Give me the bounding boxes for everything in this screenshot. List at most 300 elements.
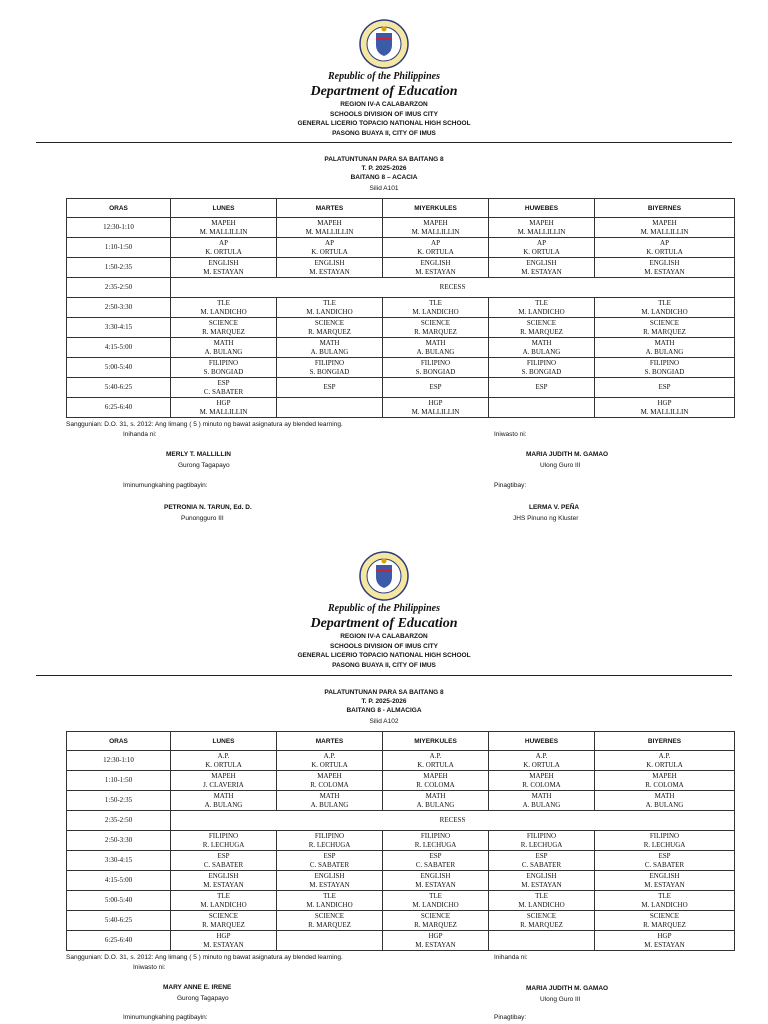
subject-cell xyxy=(277,398,383,418)
subject-name: ENGLISH xyxy=(208,259,239,267)
teacher-name: M. ESTAYAN xyxy=(415,267,456,276)
teacher-name: S. BONGIAD xyxy=(309,367,350,376)
table-row xyxy=(67,218,735,238)
subject-name: ENGLISH xyxy=(526,259,557,267)
subject-cell xyxy=(595,298,735,318)
teacher-name: A. BULANG xyxy=(204,347,243,356)
approved-label: Pinagtibay: xyxy=(494,482,527,489)
subject-name: ENGLISH xyxy=(420,872,451,880)
subject-cell xyxy=(171,871,277,891)
teacher-name: C. SABATER xyxy=(203,387,244,396)
time-cell: 12:30-1:10 xyxy=(67,218,171,238)
teacher-name: M. ESTAYAN xyxy=(203,880,244,889)
subject-cell xyxy=(171,238,277,258)
reviewed-by-label: Iniwasto ni: xyxy=(494,431,527,438)
school-address-label: PASONG BUAYA II, CITY OF IMUS xyxy=(332,661,436,669)
subject-cell xyxy=(171,378,277,398)
school-label: GENERAL LICERIO TOPACIO NATIONAL HIGH SCHOOL xyxy=(297,120,471,127)
teacher-name: M. LANDICHO xyxy=(641,900,688,909)
teacher-name: S. BONGIAD xyxy=(203,367,244,376)
teacher-name: M. LANDICHO xyxy=(641,307,688,316)
subject-cell xyxy=(595,318,735,338)
teacher-name: R. LECHUGA xyxy=(643,840,686,849)
teacher-name: R. COLOMA xyxy=(416,780,455,789)
subject-cell xyxy=(277,358,383,378)
teacher-name: K. ORTULA xyxy=(646,760,683,769)
table-row xyxy=(67,378,735,398)
teacher-name: M. MALLILLIN xyxy=(640,407,689,416)
subject-name: SCIENCE xyxy=(208,319,239,327)
subject-cell xyxy=(489,398,595,418)
subject-name: FILIPINO xyxy=(526,359,557,367)
subject-name: ESP xyxy=(429,852,442,860)
subject-cell xyxy=(489,851,595,871)
deped-seal-icon xyxy=(359,19,409,69)
subject-cell xyxy=(171,218,277,238)
reviewed-by-title: Ulong Guro III xyxy=(540,462,581,469)
room-label: Silid A101 xyxy=(369,185,399,192)
prepared-by-name: MERLY T. MALLILLIN xyxy=(166,451,231,458)
address-block xyxy=(0,100,768,138)
subject-cell xyxy=(277,238,383,258)
time-cell: 4:15-5:00 xyxy=(67,871,171,891)
subject-name: FILIPINO xyxy=(649,832,680,840)
teacher-name: A. BULANG xyxy=(522,800,561,809)
time-cell: 2:35-2:50 xyxy=(67,811,171,831)
subject-cell xyxy=(489,218,595,238)
time-cell: 2:50-3:30 xyxy=(67,298,171,318)
subject-name: ENGLISH xyxy=(420,259,451,267)
subject-name: MAPEH xyxy=(529,219,554,227)
subject-cell xyxy=(277,831,383,851)
subject-cell xyxy=(171,338,277,358)
teacher-name: S. BONGIAD xyxy=(644,367,685,376)
subject-cell xyxy=(383,398,489,418)
region-label: REGION IV-A CALABARZON xyxy=(340,633,428,640)
reviewed-by-label: Inihanda ni: xyxy=(494,954,528,961)
teacher-name: A. BULANG xyxy=(310,800,349,809)
subject-cell xyxy=(489,318,595,338)
teacher-name: M. MALLILLIN xyxy=(411,407,460,416)
table-row xyxy=(67,398,735,418)
table-row xyxy=(67,791,735,811)
subject-cell xyxy=(489,298,595,318)
column-header: MIYERKULES xyxy=(383,732,489,751)
subject-cell xyxy=(489,258,595,278)
subject-name: ESP xyxy=(429,383,442,392)
time-cell: 6:25-6:40 xyxy=(67,931,171,951)
teacher-name: M. LANDICHO xyxy=(200,900,247,909)
subject-cell xyxy=(277,338,383,358)
subject-name: ESP xyxy=(535,852,548,860)
subject-name: MATH xyxy=(531,792,552,800)
subject-cell xyxy=(595,871,735,891)
subject-name: MAPEH xyxy=(529,772,554,780)
teacher-name: R. MARQUEZ xyxy=(414,327,457,336)
subject-name: MATH xyxy=(319,339,340,347)
teacher-name: M. LANDICHO xyxy=(306,900,353,909)
column-header: HUWEBES xyxy=(489,732,595,751)
subject-cell xyxy=(171,911,277,931)
school-address-label: PASONG BUAYA II, CITY OF IMUS xyxy=(332,129,436,137)
time-cell: 5:40-6:25 xyxy=(67,378,171,398)
time-cell: 12:30-1:10 xyxy=(67,751,171,771)
subject-cell xyxy=(489,871,595,891)
subject-cell xyxy=(383,218,489,238)
subject-name: MAPEH xyxy=(317,772,342,780)
table-row xyxy=(67,771,735,791)
teacher-name: R. MARQUEZ xyxy=(202,920,245,929)
teacher-name: K. ORTULA xyxy=(417,247,454,256)
teacher-name: M. ESTAYAN xyxy=(644,940,685,949)
reference-note: Sanggunian: D.O. 31, s. 2012: Ang limang ( 5 ) minuto ng bawat asignatura ay blended learning. xyxy=(66,954,343,961)
subject-name: HGP xyxy=(216,932,231,940)
subject-cell xyxy=(277,891,383,911)
subject-name: ESP xyxy=(658,852,671,860)
subject-name: MAPEH xyxy=(423,772,448,780)
subject-cell xyxy=(595,218,735,238)
subject-cell xyxy=(489,931,595,951)
subject-name: SCIENCE xyxy=(649,912,680,920)
subject-name: SCIENCE xyxy=(526,912,557,920)
time-cell: 1:50-2:35 xyxy=(67,258,171,278)
subject-name: TLE xyxy=(535,299,548,307)
teacher-name: R. MARQUEZ xyxy=(520,327,563,336)
subject-name: TLE xyxy=(429,892,442,900)
teacher-name: R. MARQUEZ xyxy=(643,920,686,929)
subject-cell xyxy=(277,258,383,278)
subject-cell xyxy=(383,771,489,791)
schedule-heading xyxy=(0,688,768,715)
recommended-name: PETRONIA N. TARUN, Ed. D. xyxy=(164,504,252,511)
subject-name: MATH xyxy=(654,792,675,800)
time-cell: 6:25-6:40 xyxy=(67,398,171,418)
subject-name: SCIENCE xyxy=(420,912,451,920)
subject-name: SCIENCE xyxy=(314,912,345,920)
subject-cell xyxy=(595,791,735,811)
subject-cell xyxy=(171,851,277,871)
column-header: LUNES xyxy=(171,199,277,218)
teacher-name: M. ESTAYAN xyxy=(203,267,244,276)
time-cell: 2:35-2:50 xyxy=(67,278,171,298)
subject-name: ENGLISH xyxy=(649,872,680,880)
reviewed-by-title: Ulong Guro III xyxy=(540,996,581,1003)
teacher-name: K. ORTULA xyxy=(205,760,242,769)
subject-name: ENGLISH xyxy=(649,259,680,267)
subject-name: HGP xyxy=(428,399,443,407)
subject-cell xyxy=(595,931,735,951)
subject-name: TLE xyxy=(658,892,671,900)
subject-cell xyxy=(277,318,383,338)
approved-name: LERMA V. PEÑA xyxy=(529,504,580,511)
teacher-name: K. ORTULA xyxy=(311,247,348,256)
subject-name: ENGLISH xyxy=(314,259,345,267)
subject-cell xyxy=(595,358,735,378)
subject-cell xyxy=(171,258,277,278)
address-block xyxy=(0,632,768,670)
room-label: Silid A102 xyxy=(369,718,399,725)
teacher-name: C. SABATER xyxy=(644,860,685,869)
table-row xyxy=(67,238,735,258)
schedule-header-row xyxy=(67,732,735,751)
teacher-name: A. BULANG xyxy=(416,347,455,356)
subject-name: TLE xyxy=(535,892,548,900)
subject-cell xyxy=(277,791,383,811)
subject-name: AP xyxy=(219,239,228,247)
subject-name: MATH xyxy=(654,339,675,347)
table-row xyxy=(67,278,735,298)
teacher-name: K. ORTULA xyxy=(523,247,560,256)
subject-cell xyxy=(595,831,735,851)
column-header: BIYERNES xyxy=(595,199,735,218)
header-divider xyxy=(36,142,732,143)
subject-cell xyxy=(595,258,735,278)
subject-name: MATH xyxy=(319,792,340,800)
department-label: Department of Education xyxy=(310,84,458,99)
column-header: BIYERNES xyxy=(595,732,735,751)
teacher-name: R. LECHUGA xyxy=(202,840,245,849)
subject-cell xyxy=(171,358,277,378)
subject-cell xyxy=(171,318,277,338)
subject-name: A.P. xyxy=(323,752,336,760)
teacher-name: K. ORTULA xyxy=(417,760,454,769)
subject-name: FILIPINO xyxy=(208,359,239,367)
teacher-name: A. BULANG xyxy=(522,347,561,356)
teacher-name: R. MARQUEZ xyxy=(643,327,686,336)
teacher-name: R. MARQUEZ xyxy=(520,920,563,929)
recess-cell: RECESS xyxy=(171,811,735,831)
subject-name: AP xyxy=(660,239,669,247)
subject-name: MATH xyxy=(213,792,234,800)
teacher-name: M. LANDICHO xyxy=(518,900,565,909)
prepared-by-name: MARY ANNE E. IRENE xyxy=(163,984,232,991)
prepared-by-label: Iniwasto ni: xyxy=(133,964,166,971)
subject-name: TLE xyxy=(658,299,671,307)
teacher-name: R. MARQUEZ xyxy=(308,327,351,336)
subject-cell xyxy=(383,378,489,398)
subject-name: MATH xyxy=(213,339,234,347)
time-cell: 1:10-1:50 xyxy=(67,238,171,258)
subject-cell xyxy=(383,871,489,891)
time-cell: 5:00-5:40 xyxy=(67,358,171,378)
subject-name: SCIENCE xyxy=(420,319,451,327)
teacher-name: M. MALLILLIN xyxy=(411,227,460,236)
teacher-name: K. ORTULA xyxy=(523,760,560,769)
teacher-name: R. COLOMA xyxy=(645,780,684,789)
subject-name: HGP xyxy=(657,932,672,940)
teacher-name: A. BULANG xyxy=(645,800,684,809)
school-year: T. P. 2025-2026 xyxy=(361,165,407,172)
republic-label: Republic of the Philippines xyxy=(328,603,440,614)
teacher-name: A. BULANG xyxy=(416,800,455,809)
subject-name: ESP xyxy=(535,383,548,392)
subject-cell xyxy=(383,911,489,931)
subject-name: FILIPINO xyxy=(649,359,680,367)
teacher-name: A. BULANG xyxy=(204,800,243,809)
table-row xyxy=(67,851,735,871)
schedule-table xyxy=(66,198,735,418)
subject-cell xyxy=(383,791,489,811)
subject-cell xyxy=(595,891,735,911)
teacher-name: S. BONGIAD xyxy=(415,367,456,376)
subject-name: FILIPINO xyxy=(314,359,345,367)
teacher-name: M. MALLILLIN xyxy=(199,227,248,236)
approved-title: JHS Pinuno ng Kluster xyxy=(513,515,579,522)
column-header: MIYERKULES xyxy=(383,199,489,218)
subject-cell xyxy=(171,931,277,951)
table-row xyxy=(67,358,735,378)
teacher-name: M. LANDICHO xyxy=(200,307,247,316)
subject-cell xyxy=(383,891,489,911)
subject-cell xyxy=(277,218,383,238)
subject-cell xyxy=(489,791,595,811)
teacher-name: R. LECHUGA xyxy=(520,840,563,849)
time-cell: 1:50-2:35 xyxy=(67,791,171,811)
reviewed-by-name: MARIA JUDITH M. GAMAO xyxy=(526,985,609,992)
teacher-name: M. ESTAYAN xyxy=(415,940,456,949)
subject-name: SCIENCE xyxy=(526,319,557,327)
subject-cell xyxy=(489,831,595,851)
division-label: SCHOOLS DIVISION OF IMUS CITY xyxy=(330,642,438,650)
school-label: GENERAL LICERIO TOPACIO NATIONAL HIGH SCHOOL xyxy=(297,652,471,659)
column-header: MARTES xyxy=(277,732,383,751)
table-row xyxy=(67,298,735,318)
subject-name: SCIENCE xyxy=(208,912,239,920)
recommended-label: Iminumungkahing pagtibayin: xyxy=(123,482,208,489)
subject-name: ESP xyxy=(323,852,336,860)
subject-cell xyxy=(489,358,595,378)
subject-name: SCIENCE xyxy=(314,319,345,327)
subject-cell xyxy=(595,751,735,771)
subject-cell xyxy=(383,751,489,771)
teacher-name: M. ESTAYAN xyxy=(644,880,685,889)
subject-name: A.P. xyxy=(217,752,230,760)
teacher-name: M. ESTAYAN xyxy=(309,267,350,276)
reference-note: Sanggunian: D.O. 31, s. 2012: Ang limang ( 5 ) minuto ng bawat asignatura ay blended learning. xyxy=(66,421,343,428)
teacher-name: M. LANDICHO xyxy=(412,307,459,316)
subject-cell xyxy=(489,338,595,358)
recommended-title: Punongguro III xyxy=(181,515,224,522)
teacher-name: R. COLOMA xyxy=(310,780,349,789)
subject-cell xyxy=(489,891,595,911)
teacher-name: R. LECHUGA xyxy=(308,840,351,849)
subject-cell xyxy=(383,258,489,278)
teacher-name: M. ESTAYAN xyxy=(203,940,244,949)
subject-cell xyxy=(277,771,383,791)
teacher-name: M. ESTAYAN xyxy=(415,880,456,889)
teacher-name: A. BULANG xyxy=(310,347,349,356)
subject-cell xyxy=(489,378,595,398)
subject-name: MAPEH xyxy=(211,772,236,780)
table-row xyxy=(67,811,735,831)
subject-name: TLE xyxy=(217,299,230,307)
subject-name: FILIPINO xyxy=(314,832,345,840)
subject-name: MATH xyxy=(425,339,446,347)
subject-name: MAPEH xyxy=(317,219,342,227)
department-label: Department of Education xyxy=(310,616,458,631)
column-header: ORAS xyxy=(67,199,171,218)
subject-cell xyxy=(277,298,383,318)
division-label: SCHOOLS DIVISION OF IMUS CITY xyxy=(330,110,438,118)
teacher-name: C. SABATER xyxy=(203,860,244,869)
subject-cell xyxy=(489,751,595,771)
subject-cell xyxy=(171,751,277,771)
teacher-name: M. MALLILLIN xyxy=(199,407,248,416)
teacher-name: K. ORTULA xyxy=(311,760,348,769)
subject-cell xyxy=(171,298,277,318)
subject-name: A.P. xyxy=(535,752,548,760)
subject-name: ENGLISH xyxy=(208,872,239,880)
subject-name: MAPEH xyxy=(211,219,236,227)
teacher-name: R. COLOMA xyxy=(522,780,561,789)
column-header: LUNES xyxy=(171,732,277,751)
subject-cell xyxy=(595,378,735,398)
region-label: REGION IV-A CALABARZON xyxy=(340,101,428,108)
table-row xyxy=(67,911,735,931)
subject-name: A.P. xyxy=(429,752,442,760)
subject-cell xyxy=(171,791,277,811)
teacher-name: M. ESTAYAN xyxy=(521,267,562,276)
subject-cell xyxy=(595,398,735,418)
time-cell: 3:30-4:15 xyxy=(67,318,171,338)
prepared-by-title: Gurong Tagapayo xyxy=(177,995,229,1002)
teacher-name: R. MARQUEZ xyxy=(308,920,351,929)
subject-cell xyxy=(277,931,383,951)
subject-cell xyxy=(595,911,735,931)
teacher-name: M. ESTAYAN xyxy=(521,880,562,889)
teacher-name: M. MALLILLIN xyxy=(305,227,354,236)
reviewed-by-name: MARIA JUDITH M. GAMAO xyxy=(526,451,609,458)
teacher-name: C. SABATER xyxy=(415,860,456,869)
subject-name: FILIPINO xyxy=(208,832,239,840)
time-cell: 5:00-5:40 xyxy=(67,891,171,911)
recommended-label: Iminumungkahing pagtibayin: xyxy=(123,1014,208,1021)
teacher-name: M. LANDICHO xyxy=(306,307,353,316)
subject-cell xyxy=(171,831,277,851)
time-cell: 2:50-3:30 xyxy=(67,831,171,851)
subject-name: ESP xyxy=(217,852,230,860)
subject-cell xyxy=(171,398,277,418)
schedule-title: PALATUNTUNAN PARA SA BAITANG 8 xyxy=(324,156,444,163)
time-cell: 3:30-4:15 xyxy=(67,851,171,871)
subject-name: MAPEH xyxy=(652,772,677,780)
approved-label: Pinagtibay: xyxy=(494,1014,527,1021)
teacher-name: R. MARQUEZ xyxy=(414,920,457,929)
subject-cell xyxy=(595,851,735,871)
section-label: BAITANG 8 - ALMACIGA xyxy=(346,707,422,714)
subject-cell xyxy=(171,891,277,911)
subject-name: ESP xyxy=(658,383,671,392)
subject-cell xyxy=(277,871,383,891)
teacher-name: M. MALLILLIN xyxy=(640,227,689,236)
subject-name: SCIENCE xyxy=(649,319,680,327)
teacher-name: M. MALLILLIN xyxy=(517,227,566,236)
subject-name: HGP xyxy=(657,399,672,407)
subject-name: MAPEH xyxy=(423,219,448,227)
deped-seal-icon xyxy=(359,551,409,601)
subject-cell xyxy=(383,318,489,338)
table-row xyxy=(67,751,735,771)
subject-name: ESP xyxy=(217,379,230,387)
subject-name: ESP xyxy=(323,383,336,392)
teacher-name: C. SABATER xyxy=(309,860,350,869)
subject-name: ENGLISH xyxy=(314,872,345,880)
column-header: ORAS xyxy=(67,732,171,751)
table-row xyxy=(67,338,735,358)
subject-name: ENGLISH xyxy=(526,872,557,880)
subject-name: MATH xyxy=(425,792,446,800)
subject-cell xyxy=(383,851,489,871)
